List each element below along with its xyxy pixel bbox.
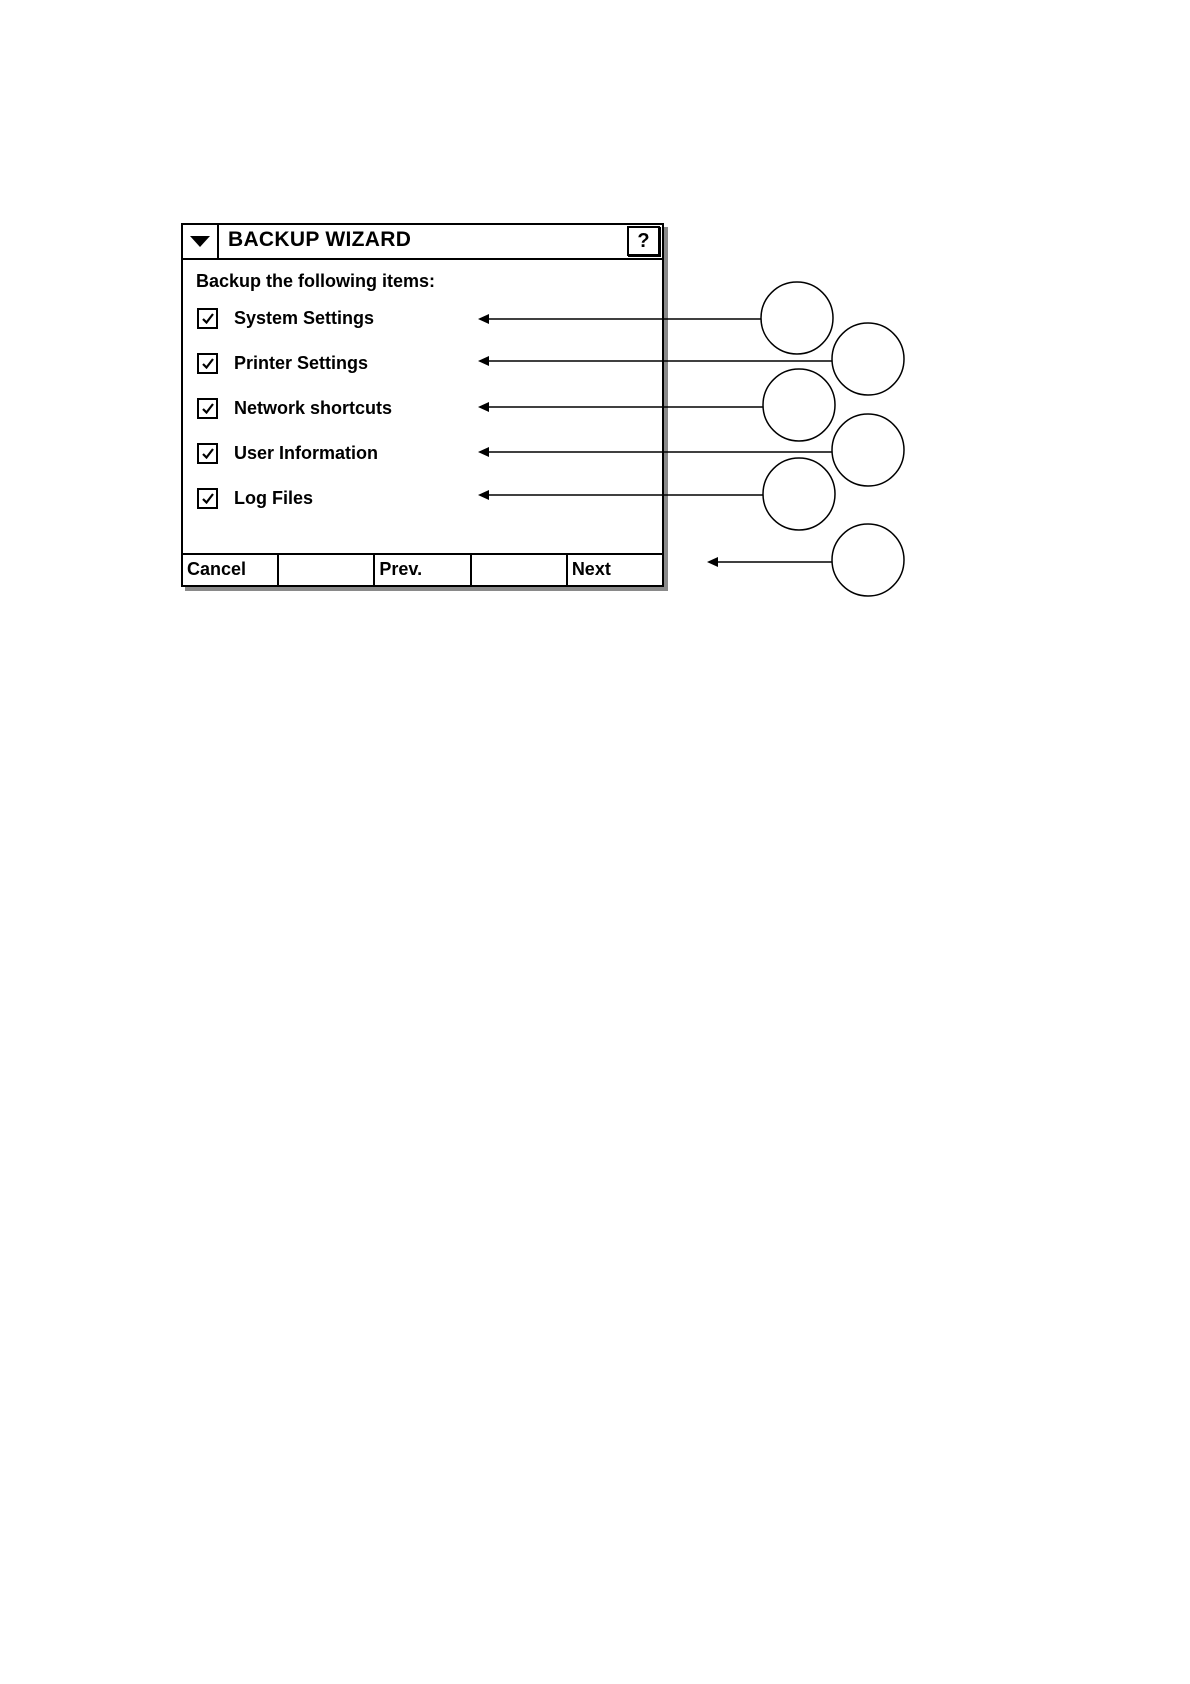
next-button[interactable]: Next: [571, 559, 611, 579]
callout-1: [478, 282, 833, 354]
item-label: Log Files: [234, 487, 314, 508]
callout-4: [478, 414, 904, 486]
items-prompt: Backup the following items:: [196, 271, 436, 291]
item-label: Printer Settings: [234, 352, 369, 373]
callout-5: [478, 458, 835, 530]
cancel-button[interactable]: Cancel: [183, 555, 279, 585]
item-label: Network shortcuts: [234, 397, 393, 418]
item-label: User Information: [234, 442, 379, 463]
help-button[interactable]: ?: [627, 226, 660, 256]
prev-button[interactable]: Prev.: [375, 555, 471, 585]
item-label: System Settings: [234, 307, 375, 328]
callout-2: [478, 323, 904, 395]
callout-3: [478, 369, 835, 441]
window-title: BACKUP WIZARD: [228, 228, 412, 251]
callout-6: [707, 524, 904, 596]
